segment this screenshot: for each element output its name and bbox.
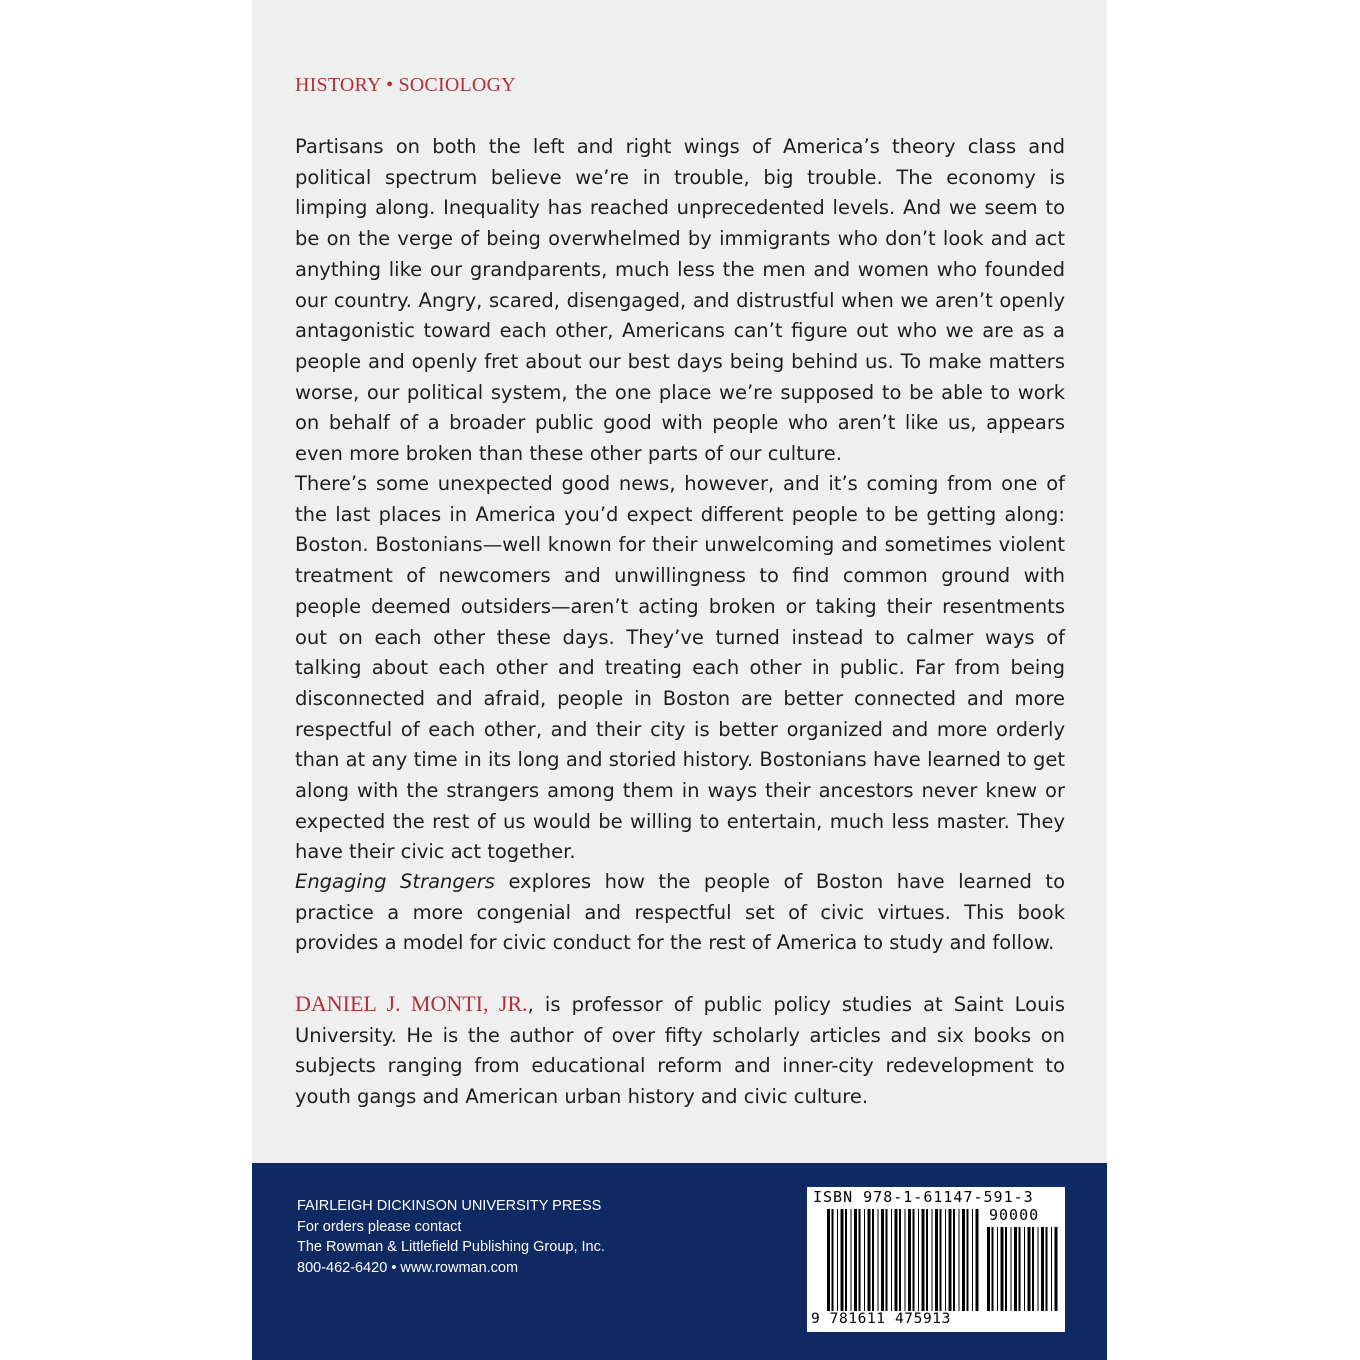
description-paragraph-3 <box>295 867 1065 959</box>
barcode-bar <box>1011 1227 1012 1311</box>
barcode-bar <box>972 1209 973 1311</box>
barcode-bar <box>949 1209 952 1311</box>
barcode-bar <box>1005 1227 1007 1311</box>
publisher-info <box>297 1196 605 1278</box>
barcode-bar <box>922 1209 925 1311</box>
barcode-bar <box>1032 1227 1034 1311</box>
book-title: Engaging Strangers <box>295 870 495 893</box>
barcode-bar <box>1038 1227 1039 1311</box>
barcode-bar <box>987 1227 990 1311</box>
barcode-bar <box>1046 1227 1048 1311</box>
back-cover <box>252 0 1107 1360</box>
barcode-bar <box>992 1227 994 1311</box>
barcode-bar <box>864 1209 865 1311</box>
barcode-bar <box>926 1209 928 1311</box>
barcode-bar <box>945 1209 946 1311</box>
barcode-bar <box>1024 1227 1025 1311</box>
barcode-bar <box>1028 1227 1031 1311</box>
barcode-bar <box>1055 1227 1058 1311</box>
barcode-bar <box>837 1209 838 1311</box>
barcode-bar <box>854 1209 857 1311</box>
price-code: 90000 <box>989 1206 1040 1224</box>
barcode-bar <box>905 1209 906 1311</box>
category-label: HISTORY • SOCIOLOGY <box>295 74 516 96</box>
orders-note: For orders please contact <box>297 1218 462 1235</box>
barcode-bar <box>976 1209 979 1311</box>
author-bio <box>295 989 1065 1113</box>
barcode-digits: 9 781611 475913 <box>811 1311 951 1327</box>
description-paragraph-2: There’s some unexpected good news, however, and it’s coming from one of the last places in America you’d expect different people to be getting along: Boston. Bostonians—well known for their unwelcoming and sometimes violent treatment of newcomers and unwillingness to find common ground with people deemed outsiders—aren’t acting broken or taking their resentments out on each other these days. They’ve turned instead to calmer ways of talking about each other and treating each other in public. Far from being disconnected and afraid, people in Boston are better connected and more respectful of each other, and their city is better organized and more orderly than at any time in its long and storied history. Bostonians have learned to get along with the strangers among them in ways their ancestors never knew or expected the rest of us would be willing to entertain, much less master. They have their civic act together. <box>295 472 1065 864</box>
isbn-barcode <box>807 1187 1065 1332</box>
barcode-bar <box>1041 1227 1044 1311</box>
barcode-bar <box>940 1209 942 1311</box>
barcode-bar <box>872 1209 874 1311</box>
author-name: DANIEL J. MONTI, JR. <box>295 991 528 1016</box>
barcode-bar <box>827 1209 830 1311</box>
barcode-bar <box>918 1209 919 1311</box>
distributor-name: The Rowman & Littlefield Publishing Group, Inc. <box>297 1239 605 1255</box>
barcode-bar <box>997 1227 998 1311</box>
barcode-bar <box>1051 1227 1052 1311</box>
contact-line: 800-462-6420 • www.rowman.com <box>297 1259 519 1276</box>
publisher-band <box>252 1163 1107 1360</box>
barcode-bar <box>953 1209 955 1311</box>
author-bio-text: , is professor of public policy studies at Saint Louis University. He is the author of over fifty scholarly articles and six books on subjects ranging from educational reform and inner-city redevelopment to youth gangs and American urban history and civic culture. <box>295 993 1065 1109</box>
barcode-bar <box>841 1209 844 1311</box>
barcode-bar <box>1019 1227 1021 1311</box>
barcode-bar <box>967 1209 969 1311</box>
barcode-bar <box>886 1209 888 1311</box>
barcode-bar <box>851 1209 852 1311</box>
barcode-bar <box>913 1209 915 1311</box>
barcode-bar <box>868 1209 871 1311</box>
isbn-text: ISBN 978-1-61147-591-3 <box>813 1188 1034 1206</box>
publisher-name: FAIRLEIGH DICKINSON UNIVERSITY PRESS <box>297 1198 602 1214</box>
barcode-bar <box>895 1209 898 1311</box>
barcode-bar <box>878 1209 879 1311</box>
barcode-bar <box>845 1209 847 1311</box>
barcode-bar <box>935 1209 938 1311</box>
barcode-bar <box>962 1209 965 1311</box>
barcode-bar <box>832 1209 834 1311</box>
paragraph-3-text: explores how the people of Boston have learned to practice a more congenial and respectful set of civic virtues. This book provides a model for civic conduct for the rest of America to study and follow. <box>295 870 1066 955</box>
barcode-bar <box>859 1209 861 1311</box>
description-paragraph-1: Partisans on both the left and right wings of America’s theory class and political spectrum believe we’re in trouble, big trouble. The economy is limping along. Inequality has reached unprecedented levels. And we seem to be on the verge of being overwhelmed by immigrants who don’t look and act anything like our grandparents, much less the men and women who founded our country. Angry, scared, disengaged, and distrustful when we aren’t openly antagonistic toward each other, Americans can’t figure out who we are as a people and openly fret about our best days being behind us. To make matters worse, our political system, the one place we’re supposed to be able to work on behalf of a broader public good with people who aren’t like us, appears even more broken than these other parts of our culture. <box>295 135 1065 466</box>
barcode-bar <box>899 1209 901 1311</box>
barcode-bar <box>1014 1227 1017 1311</box>
barcode-bar <box>1001 1227 1004 1311</box>
barcode-bar <box>881 1209 884 1311</box>
barcode-bar <box>908 1209 911 1311</box>
barcode-bar <box>959 1209 960 1311</box>
barcode-bar <box>891 1209 892 1311</box>
barcode-bar <box>932 1209 933 1311</box>
